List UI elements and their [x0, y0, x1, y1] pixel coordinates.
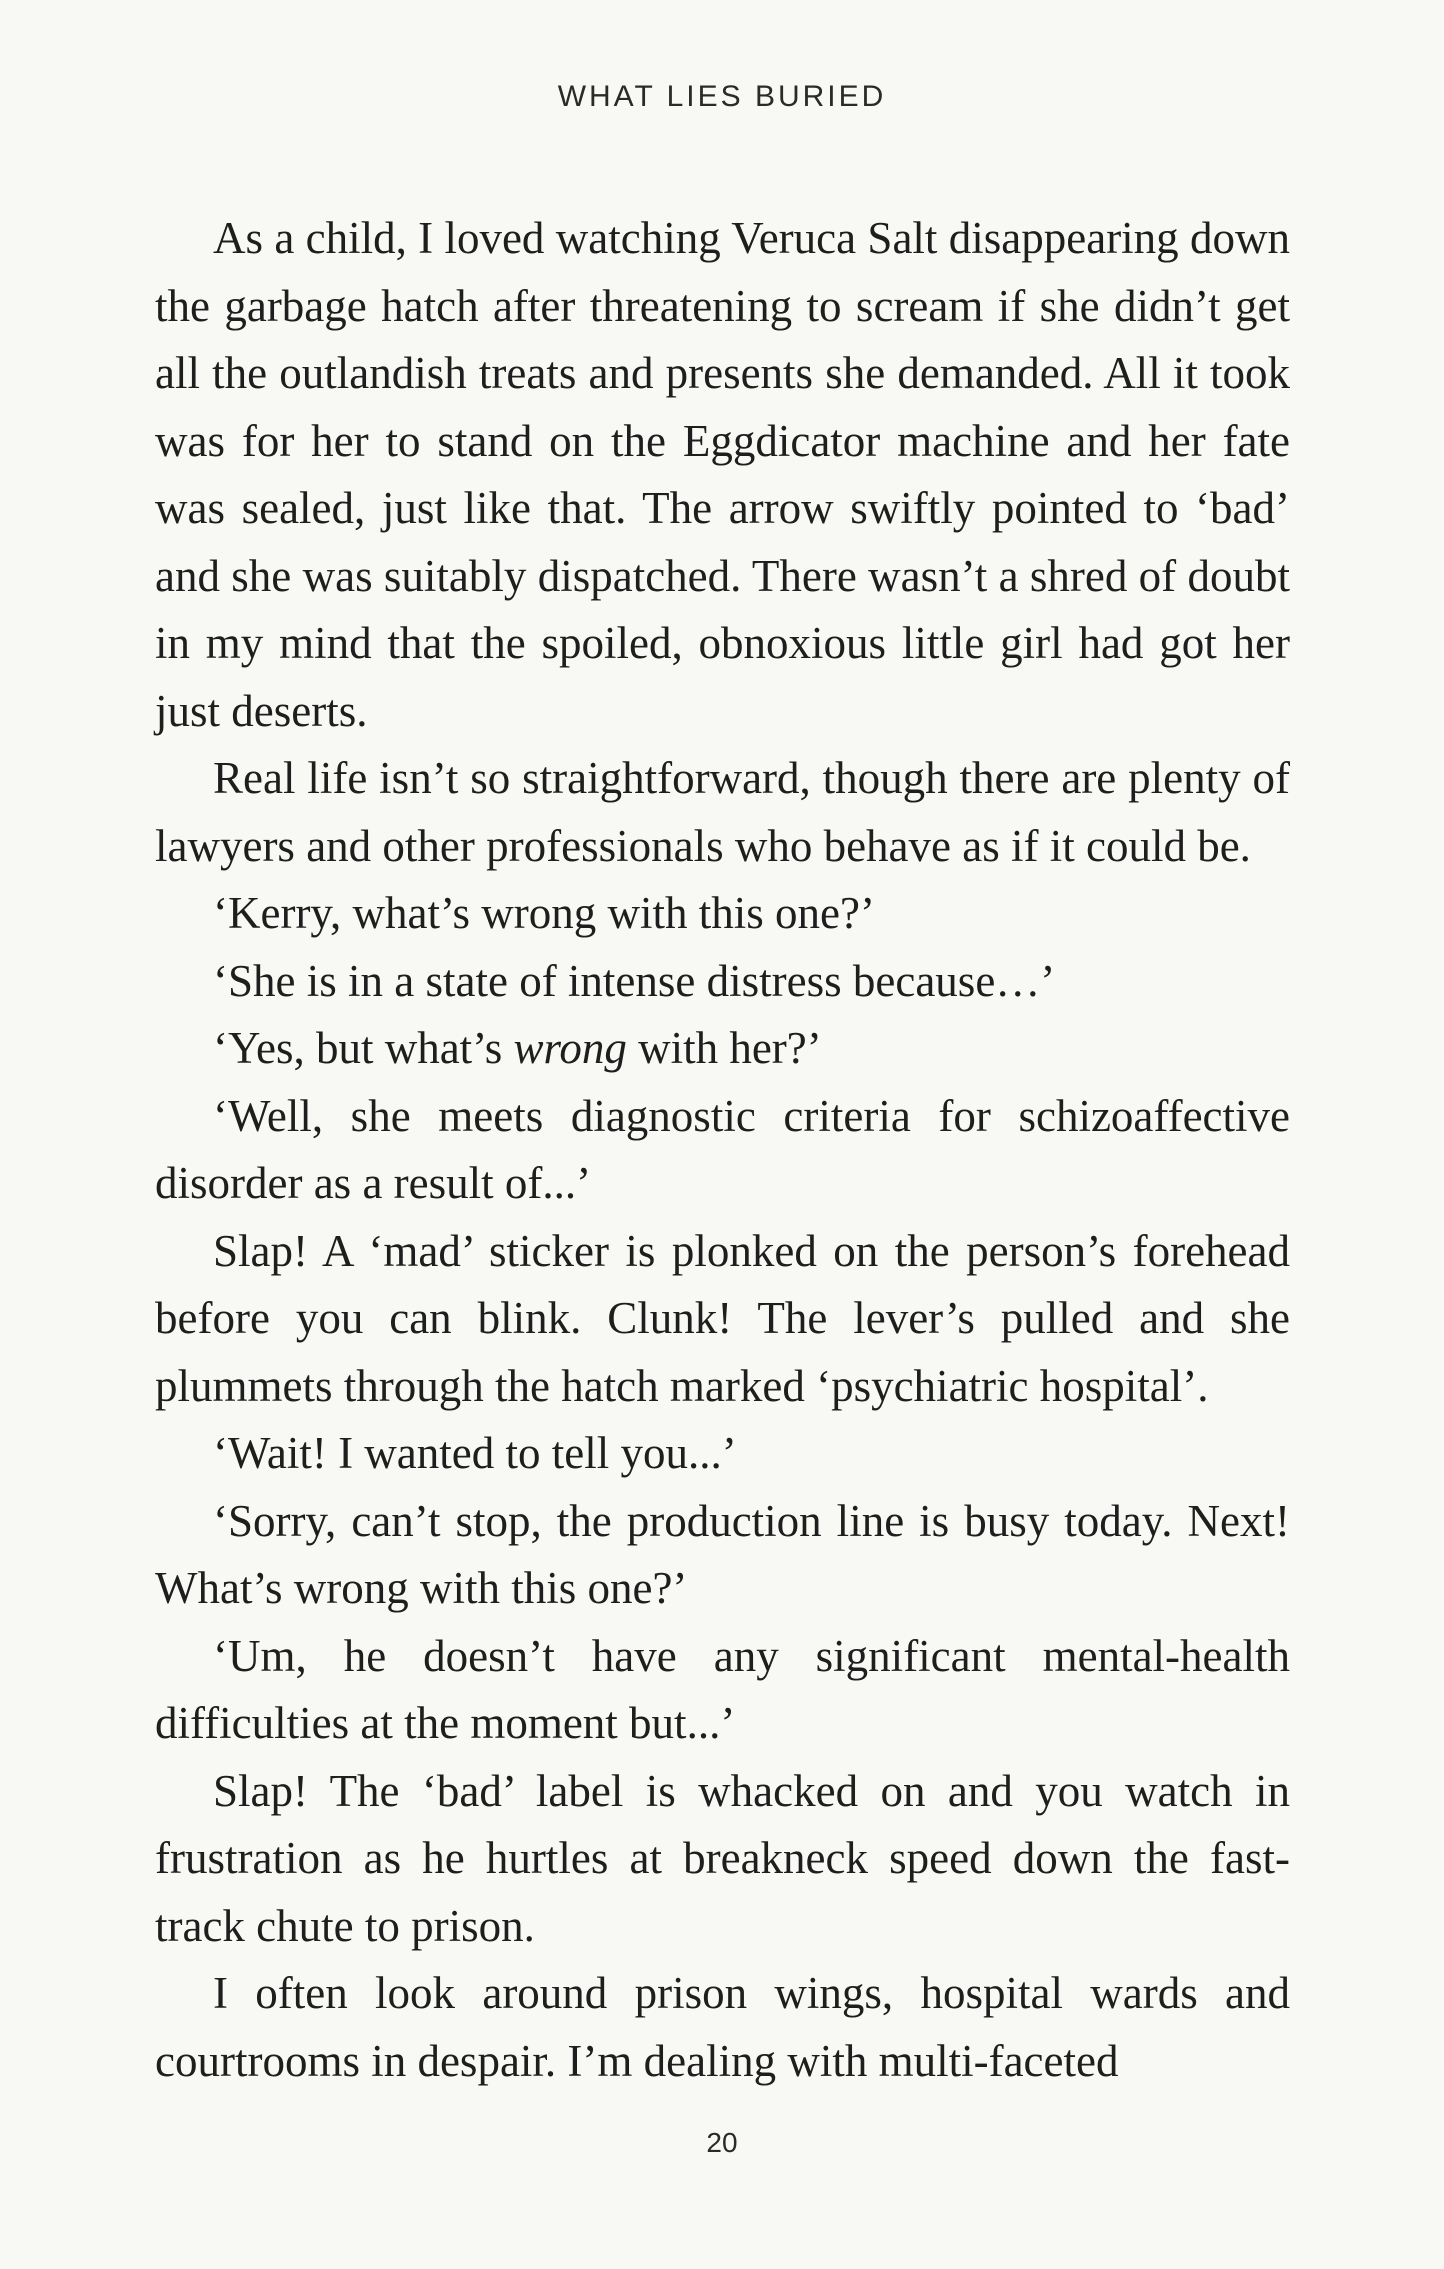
paragraph: Slap! The ‘bad’ label is whacked on and you watch in frustration as he hurtles at breakneck speed down the fast-track chute to prison. — [155, 1765, 1290, 1951]
paragraph: I often look around prison wings, hospital wards and courtrooms in despair. I’m dealing with multi-faceted — [155, 1968, 1290, 2086]
dialogue-line — [155, 1015, 1290, 1083]
emphasized-word: wrong — [513, 1023, 627, 1073]
dialogue-line: ‘Um, he doesn’t have any significant mental-health difficulties at the moment but...’ — [155, 1630, 1290, 1748]
dialogue-line: ‘Sorry, can’t stop, the production line is busy today. Next! What’s wrong with this one?’ — [155, 1495, 1290, 1613]
dialogue-line: ‘Wait! I wanted to tell you...’ — [213, 1428, 737, 1478]
page-number: 20 — [706, 2127, 738, 2158]
paragraph: Slap! A ‘mad’ sticker is plonked on the person’s forehead before you can blink. Clunk! The lever’s pulled and she plummets through the hatch marked ‘psychiatric hospital’. — [155, 1225, 1290, 1411]
running-header: WHAT LIES BURIED — [557, 80, 887, 113]
dialogue-line: ‘She is in a state of intense distress because…’ — [213, 955, 1056, 1006]
dialogue-line: ‘Kerry, what’s wrong with this one?’ — [213, 888, 875, 938]
dialogue-text: ‘Yes, but what’s — [213, 1023, 514, 1073]
dialogue-line: ‘Well, she meets diagnostic criteria for schizoaffective disorder as a result of...’ — [155, 1090, 1290, 1208]
dialogue-text: with her?’ — [626, 1023, 822, 1073]
body-text — [155, 205, 1290, 2095]
paragraph: As a child, I loved watching Veruca Salt disappearing down the garbage hatch after threatening to scream if she didn’t get all the outlandish treats and presents she demanded. All it took was for her to stand on the Eggdicator machine and her fate was sealed, just like that. The arrow swiftly pointed to ‘bad’ and she was suitably dispatched. There wasn’t a shred of doubt in my mind that the spoiled, obnoxious little girl had got her just deserts. — [155, 213, 1290, 736]
paragraph: Real life isn’t so straightforward, though there are plenty of lawyers and other professionals who behave as if it could be. — [155, 753, 1290, 871]
